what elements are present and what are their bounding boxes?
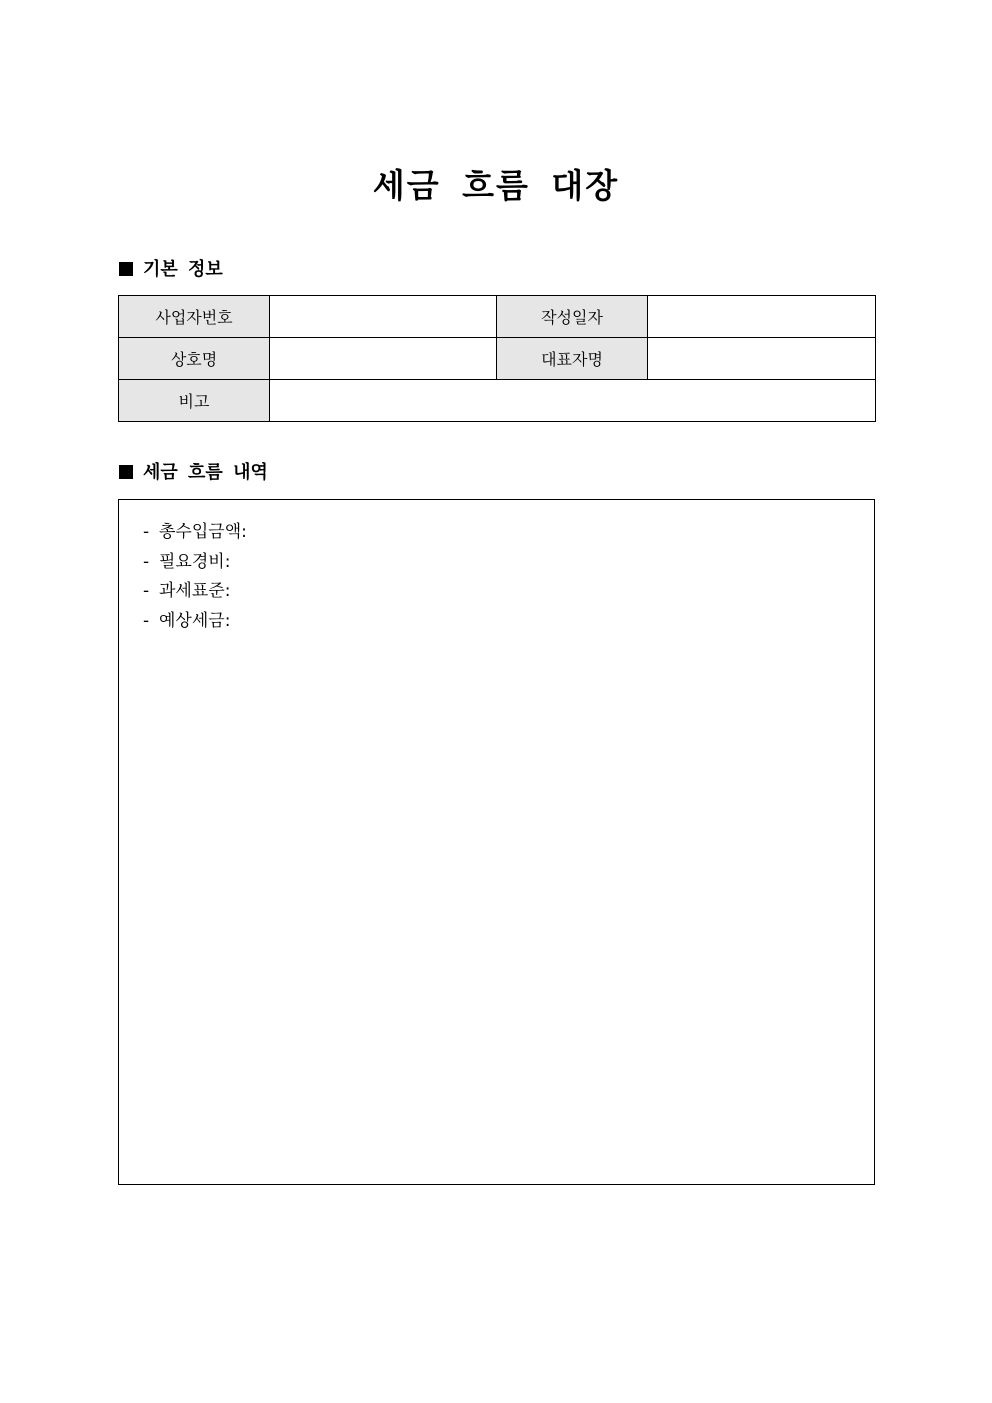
remarks-label: 비고 <box>119 380 270 422</box>
company-name-label: 상호명 <box>119 338 270 380</box>
business-number-label: 사업자번호 <box>119 296 270 338</box>
remarks-field[interactable] <box>270 380 876 422</box>
basic-info-table <box>118 295 876 422</box>
list-item-tax-base <box>143 577 874 607</box>
list-item-total-income <box>143 518 874 548</box>
dash-bullet: - <box>143 610 150 631</box>
date-written-field[interactable] <box>648 296 876 338</box>
list-item-label: 과세표준: <box>159 581 231 601</box>
section-heading-label: 세금 흐름 내역 <box>143 462 268 483</box>
list-item-label: 총수입금액: <box>159 522 247 542</box>
page-title: 세금 흐름 대장 <box>372 166 620 205</box>
dash-bullet: - <box>143 551 150 572</box>
square-bullet-icon <box>119 262 133 276</box>
tax-flow-box[interactable] <box>118 499 875 1185</box>
date-written-label: 작성일자 <box>497 296 648 338</box>
dash-bullet: - <box>143 522 150 542</box>
list-item-necessary-expenses <box>143 548 874 578</box>
tax-flow-list <box>119 500 874 636</box>
business-number-field[interactable] <box>270 296 497 338</box>
square-bullet-icon <box>119 465 133 479</box>
company-name-field[interactable] <box>270 338 497 380</box>
representative-label: 대표자명 <box>497 338 648 380</box>
section-heading-label: 기본 정보 <box>143 259 223 280</box>
section-heading-tax-flow <box>119 461 268 485</box>
list-item-label: 필요경비: <box>159 551 231 572</box>
representative-field[interactable] <box>648 338 876 380</box>
table-row <box>119 380 876 422</box>
table-row <box>119 338 876 380</box>
list-item-estimated-tax <box>143 607 874 637</box>
section-heading-basic-info <box>119 258 223 282</box>
table-row <box>119 296 876 338</box>
dash-bullet: - <box>143 581 150 601</box>
list-item-label: 예상세금: <box>159 610 231 631</box>
